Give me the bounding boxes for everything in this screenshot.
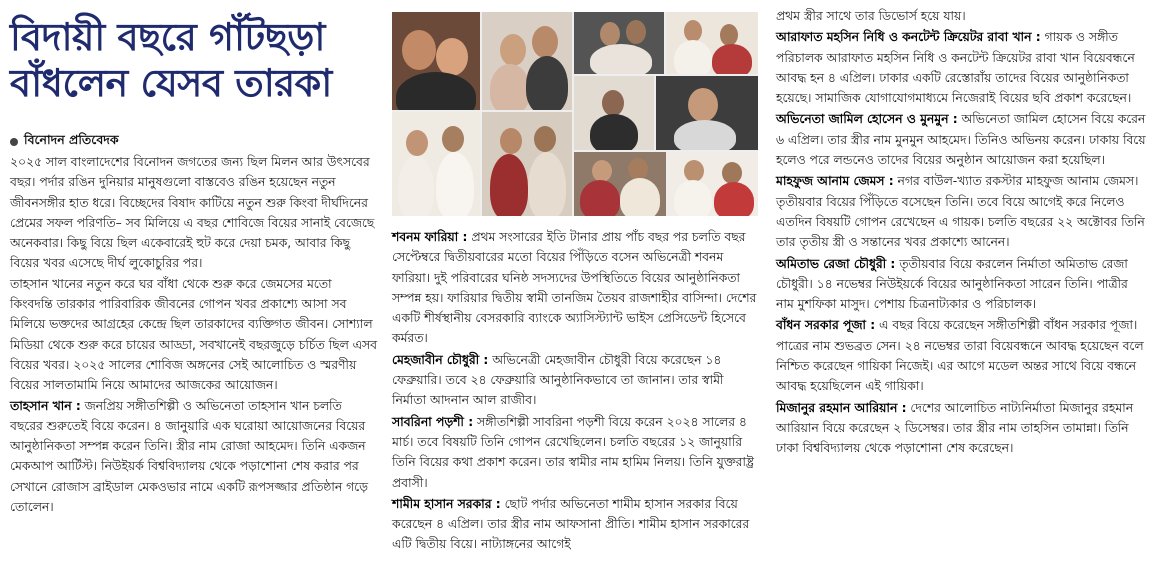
column-3 <box>776 0 1146 459</box>
paragraph-body: দেশের আলোচিত নাট্যনির্মাতা মিজানুর রহমান আরিয়ান বিয়ে করেছেন ২ ডিসেম্বর। তার স্ত্রীর নাম তাহসিন তামান্না। তিনি ঢাকা বিশ্ববিদ্যালয় থেকে পড়াশোনা শেষ করেছেন। <box>776 400 1134 456</box>
couple-photo <box>574 152 666 216</box>
intro-paragraph-2: তাহসান খানের নতুন করে ঘর বাঁধা থেকে শুরু করে জেমসের মতো কিংবদন্তি তারকার পারিবারিক জীবনের গোপন খবর প্রকাশ্যে আসা সব মিলিয়ে ভক্তদের আগ্রহের কেন্দ্রে ছিল তারকাদের ব্যক্তিগত জীবন। সোশ্যাল মিডিয়া থেকে শুরু করে চায়ের আড্ডা, সবখানেই বছরজুড়ে চর্চিত ছিল এসব বিয়ের খবর। ২০২৫ সালের শোবিজ অঙ্গনের সেই আলোচিত ও স্মরণীয় বিয়ের সালতামামি নিয়ে আমাদের আজকের আয়োজন। <box>10 276 377 393</box>
paragraph-body: ছোট পর্দার অভিনেতা শামীম হাসান সরকার বিয়ে করেছেন ৪ এপ্রিল। তার স্ত্রীর নাম আফসানা প্রীতি। শামীম হাসান সরকারের এটি দ্বিতীয় বিয়ে। নাট্যাঙ্গনের আগেই <box>392 496 750 552</box>
paragraph-body: অভিনেত্রী মেহজাবীন চৌধুরী বিয়ে করেছেন ১৪ ফেব্রুয়ারি। তবে ২৪ ফেব্রুয়ারি আনুষ্ঠানিকভাবে তা জানান। তার স্বামী নির্মাতা আদনান আল রাজীব। <box>392 352 724 408</box>
celebrity-name: তাহসান খান : <box>10 398 81 413</box>
celebrity-name: শামীম হাসান সরকার : <box>392 496 501 511</box>
bullet-icon <box>10 138 18 146</box>
celebrity-name: সাবরিনা পড়শী : <box>392 414 474 429</box>
paragraph-body: অভিনেতা জামিল হোসেন বিয়ে করেন ৬ এপ্রিল। তার স্ত্রীর নাম মুনমুন আহমেদ। তিনিও অভিনয় করেন। ঢাকায় বিয়ে হলেও পরে লন্ডনেও তাদের বিয়ের অনুষ্ঠান আয়োজন করা হয়েছিল। <box>776 112 1146 168</box>
column-2 <box>392 226 758 555</box>
paragraph-amitabh-reza <box>776 254 1146 315</box>
couple-photo <box>656 76 758 150</box>
paragraph-continued: প্রথম স্ত্রীর সাথে তার ডিভোর্স হয়ে যায়। <box>776 9 966 23</box>
couple-photo <box>574 76 654 150</box>
couple-photo <box>574 12 664 74</box>
paragraph-body: প্রথম সংসারের ইতি টানার প্রায় পাঁচ বছর পর চলতি বছর সেপ্টেম্বরে দ্বিতীয়বারের মতো বিয়ের পিঁড়িতে বসেন অভিনেত্রী শবনম ফারিয়া। দুই পরিবারের ঘনিষ্ঠ সদস্যদের উপস্থিতিতে বিয়ের আনুষ্ঠানিকতা সম্পন্ন হয়। ফারিয়ার দ্বিতীয় স্বামী তানজিম তৈয়ব রাজশাহীর বাসিন্দা। দেশের একটি শীর্ষস্থানীয় বেসরকারি ব্যাংকে অ্যাসিস্ট্যান্ট ভাইস প্রেসিডেন্ট হিসেবে কর্মরত। <box>392 230 757 346</box>
celebrity-name: বাঁধন সরকার পূজা : <box>776 318 876 333</box>
byline <box>10 132 378 152</box>
paragraph-body: নগর বাউল-খ্যাত রকস্টার মাহফুজ আনাম জেমস। তৃতীয়বার বিয়ের পিঁড়িতে বসেছেন তিনি। তবে বিয়ে আগেই করে নিলেও এতদিন বিষয়টি গোপন রেখেছেন এ গায়ক। চলতি বছরের ২২ অক্টোবর তিনি তার তৃতীয় স্ত্রী ও সন্তানের খবর প্রকাশ্যে আনেন। <box>776 174 1145 250</box>
celebrity-name: মেহজাবীন চৌধুরী : <box>392 352 489 367</box>
celebrity-name: অভিনেতা জামিল হোসেন ও মুনমুন : <box>776 112 958 127</box>
celebrity-name: শবনম ফারিয়া : <box>392 230 468 244</box>
celebrity-name: মাহফুজ আনাম জেমস : <box>776 174 894 189</box>
paragraph-james <box>776 171 1146 252</box>
paragraph-body: গায়ক ও সঙ্গীত পরিচালক আরাফাত মহসিন নিধি ও কনটেন্ট ক্রিয়েটর রাবা খান বিয়েবন্ধনে আবদ্ধ হন ৪ এপ্রিল। ঢাকার একটি রেস্তোরাঁয় তাদের বিয়ের আনুষ্ঠানিকতা হয়েছে। সামাজিক যোগাযোগমাধ্যমে নিজেরাই বিয়ের ছবি প্রকাশ করেছেন। <box>776 30 1135 106</box>
paragraph-shamim-hasan <box>392 494 758 555</box>
celebrity-name: মিজানুর রহমান আরিয়ান : <box>776 400 907 415</box>
celebrity-name: অমিতাভ রেজা চৌধুরী : <box>776 256 896 271</box>
photo-collage <box>392 12 758 216</box>
paragraph-arafat-raba <box>776 27 1146 108</box>
headline-line-1: বিদায়ী বছরে গাঁটছড়া <box>10 15 325 59</box>
byline-text: বিনোদন প্রতিবেদক <box>24 132 119 147</box>
couple-photo <box>482 12 572 110</box>
paragraph-body: সঙ্গীতশিল্পী সাবরিনা পড়শী বিয়ে করেন ২০২৪ সালের ৪ মার্চ। তবে বিষয়টি তিনি গোপন রেখেছিলেন। চলতি বছরের ১২ জানুয়ারি তিনি বিয়ের কথা প্রকাশ করেন। তার স্বামীর নাম হামিম নিলয়। তিনি যুক্তরাষ্ট্র প্রবাসী। <box>392 414 754 490</box>
couple-photo <box>392 112 480 216</box>
celebrity-name: আরাফাত মহসিন নিধি ও কনটেন্ট ক্রিয়েটর রাবা খান : <box>776 30 1041 45</box>
paragraph-mizanur-arian <box>776 398 1146 459</box>
paragraph-jamil-munmun <box>776 109 1146 170</box>
couple-photo <box>668 152 758 216</box>
headline-line-2: বাঁধলেন যেসব তারকা <box>10 61 332 105</box>
column-1 <box>10 0 378 517</box>
paragraph-body: এ বছর বিয়ে করেছেন সঙ্গীতশিল্পী বাঁধন সরকার পূজা। পাত্রের নাম শুভব্রত সেন। ২৪ নভেম্বর তারা বিয়েবন্ধনে আবদ্ধ হয়েছেন বলে নিশ্চিত করেছেন গায়িকা নিজেই। এর আগে মডেল অন্তর সাথে বিয়ে বন্ধনে আবদ্ধ হয়েছিলেন এই গায়িকা। <box>776 318 1144 394</box>
paragraph-body: জনপ্রিয় সঙ্গীতশিল্পী ও অভিনেতা তাহসান খান চলতি বছরের শুরুতেই বিয়ে করেন। ৪ জানুয়ারি এক ঘরোয়া আয়োজনের বিয়ের আনুষ্ঠানিকতা সম্পন্ন করেন তিনি। স্ত্রীর নাম রোজা আহমেদ। তিনি একজন মেকআপ আর্টিস্ট। নিউইয়র্ক বিশ্ববিদ্যালয় থেকে পড়াশোনা শেষ করার পর সেখানে রোজাস ব্রাইডাল মেকওভার নামে একটি রূপসজ্জার প্রতিষ্ঠান গড়ে তোলেন। <box>10 398 368 515</box>
couple-photo <box>392 12 480 110</box>
headline <box>10 14 378 106</box>
paragraph-tahsan <box>10 396 378 518</box>
paragraph-shabnam-faria <box>392 227 758 349</box>
paragraph-body: তৃতীয়বার বিয়ে করলেন নির্মাতা অমিতাভ রেজা চৌধুরী। ১৪ নভেম্বর নিউইয়র্কে বিয়ের আনুষ্ঠানিকতা সারেন তিনি। পাত্রীর নাম মুশফিকা মাসুদ। পেশায় চিত্রনাট্যকার ও পরিচালক। <box>776 256 1128 312</box>
intro-paragraph-1: ২০২৫ সাল বাংলাদেশের বিনোদন জগতের জন্য ছিল মিলন আর উৎসবের বছর। পর্দার রঙিন দুনিয়ার মানুষগুলো বাস্তবেও রঙিন হয়েছেন নতুন জীবনসঙ্গীর হাত ধরে। বিচ্ছেদের বিষাদ কাটিয়ে নতুন শুরু কিংবা দীর্ঘদিনের প্রেমের সফল পরিণতি– সব মিলিয়ে এ বছর শোবিজে বিয়ের সানাই বেজেছে অনেকবার। কিছু বিয়ে ছিল একেবারেই হুট করে দেয়া চমক, আবার কিছু বিয়ের খবর এসেছে দীর্ঘ লুকোচুরির পর। <box>10 155 375 271</box>
paragraph-mehazabien <box>392 350 758 411</box>
couple-photo <box>482 112 572 216</box>
couple-photo <box>666 12 758 74</box>
paragraph-sabrina-porshi <box>392 412 758 493</box>
paragraph-badhon-puja <box>776 315 1146 396</box>
